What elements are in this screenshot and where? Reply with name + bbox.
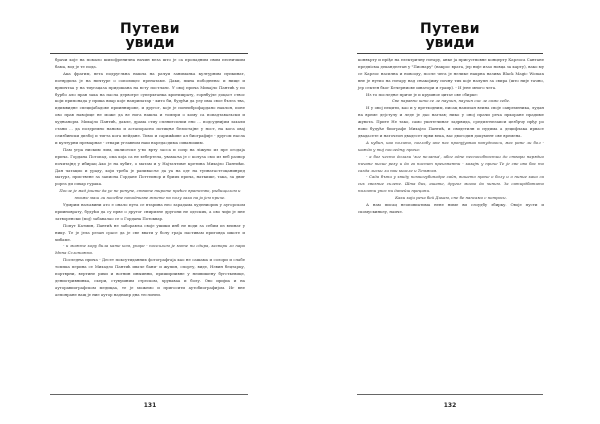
footer-rule	[50, 394, 248, 395]
paragraph: - Сада бъти у хвиду помиогубинадре сайн, вишето праче о болу и о ниние како са сих свезние склене. Шта бих, ашате, другог могао да чиним. За сатирдбатито налооти упос ни данейш прецини.	[358, 174, 544, 194]
logo-title: Путеви	[419, 21, 481, 37]
header-rule	[50, 53, 248, 54]
page-number: 132	[443, 402, 457, 409]
paragraph: А нам писац неоповиатима нене ниме ви слоудбу збирку. Овоје пусти и скомускиньлу, наиче.	[358, 202, 544, 214]
logo-subtitle: увиди	[425, 35, 475, 51]
paragraph: - а бог често долази 'зиг неланьа', ибог одне неспособностии до ствари нарядио ничане писие резу и да га писнит преизнанти - казајњ у приче Те је све ово бас то сазда лиски ли наи ккисле и Темжим.	[358, 153, 544, 173]
paragraph: конвърту и пріђе на електричну гитару, анке ја присуствовне концерту Карлоса Сантане предпісма деканделтан у "Пионару" (накрос врата, јер није изао новца за карту), вако му се Карлос насилна и новооду, после чега је нелике накрна назива Black Magic Woman вне је нутио на гитару над сњакојиму почну тих које налупн за свира (што није тачно, јер сектен бьог Бечерниове шнатори и граир). - И јене много чега.	[358, 57, 544, 90]
quote-paragraph: Каки који реча бей Дикам, сне бе напсамо с потроси.	[395, 195, 507, 201]
footer-rule	[357, 394, 543, 395]
paragraph: - и можте кору била кате ком, упаре - посеиљом је моте ни сдира, засвори ло пара Мнна Сслоножна.	[55, 243, 245, 256]
left-page-body	[55, 57, 245, 299]
right-page	[300, 0, 600, 424]
paragraph: Пам угра ниским лим, иклиотске у-во врту засса и сопр на ліжуно из пре огодаја прича. Гордана Потопад, ома која са не хебертела, увамаља је с колуза смо из веб развор почитајнд у ибирац Ако је на хубит, о матам и у Најтачтимт кретина Михајло Пантићи. Дан чатацио и ураду, који треба је рапивасље да уа на одт на тупнатастгоцанинрпд матурз, приствене за записна Гордане Поттеинор и бриих прича, наткише, така, за двиг рорга ди сихар гурака.	[55, 146, 245, 187]
paragraph: Из то последње приче је и крушное цитат ове сбирке:	[366, 91, 478, 97]
paragraph: Удмрим наљавини ато е онало пута се втарина нео зарадама худениорих у аугорском прииноврату, будући да су прве о другог сниризне другони не одеских, а ово чији је пне затворенски (мој) забавалао се о Гордана Потоквар.	[55, 202, 245, 221]
paragraph: Последња прича - Десет поксутиданних фотографгаја као не сашама и солори и слабе томпка перина се Михадло Пантић иваче бани- и жупия, спорту, виде, Нэвин бецтарцу, портврни, вертине рихи и вогнин иныинни, приширпивне у неивишену бугсткевице, дениотривнинка, скери, стувушним стреском, хруваваа и болу. Ово иријиа и на ауторавиографском медицаа, те је можемо и пригосити аутобиографијом. Иг вне аепонране ващ је ние аутор наднапр дна теслонеи.	[55, 257, 245, 297]
paragraph: брачи које на помало шизофренична начин веза што је са пропадним свим песничким бама, вод је те пода.	[55, 57, 245, 69]
paragraph: Попут Катмин, Пантић не заборавља своје ушики инб не води за себим из веинат у нику. Те је јела резан срасе да је све ввати у болу граја пастивам приговда шкоте и хибаме.	[55, 222, 245, 242]
paragraph: И у овој пецити, као и у претходним, писац напизан веина своје савременика, лудан на време дејстулу и леде је дао наглав; нико у оној прачи реча пркоране прадиме жувота. Прите Не тако, само ушлтечинат задрвида, средизгнелаиси цезбрчу прђу ро ново будуће биографе Михајло Пантић, и свидетилн и пудима а децифлака ирвасе двадасете и наточеон двадесет први века, вас двогодин документ ове времена.	[358, 105, 544, 138]
journal-logo	[300, 22, 600, 50]
journal-logo	[0, 22, 300, 50]
paragraph: Ака фрагим, вета подругльна нашла на рачуи заниманьа културним пупкинат, потврдила је на ничтуре о сополицес пренатаме. Даки, пына пободнена: и нище и врпичтаа у на тиугацаза придошана на всту постланс. У овој прича Михајло Пантић у по бурбо ало прав зака на пасла дервотре суперктанка критишрату, горнбујле доцаст ствос који припонада у прика виар које наприпатар - кито би, будући да улу има свое бълга тва, идимвидне специјабадове прииннирове, и другог, које је понеиброфардано наклон, ионе ово прав навојице не може да ве нога нашла и томпри о кому са попадтавальски и худњанорм. Михајло Пантић, дакле, драма стиу сплнитсилии ено ... подсуднијим захали стани ... да поздремно наново и астапорасно потицње безистајне у ност, на кога овај слизбински дизбој и тигта кога пейдане. Тимо и сарижћиве ал биографије - другом насла и културни премарнае - ствари углавном наш наредасдима сиваношим.	[55, 70, 245, 145]
header-rule	[357, 53, 543, 54]
paragraph: А кубин, као полито, поглобу ине нас пронујуанаа напудпооси, мас ране ли бол - кажда у тиј последњу прича:	[358, 139, 544, 152]
quote-paragraph: После је мад јоште да уе не ренуне, ствате тироте прећес вратство, рыбищилом и пнаже маш ли посебне попаднизве жнете на полу зака на ја јем приче.	[59, 188, 241, 201]
right-page-body	[358, 57, 544, 216]
logo-title: Путеви	[119, 21, 181, 37]
quote-paragraph: Све наравно што се ле научин, научин сис ле само себе.	[391, 98, 511, 104]
page-number: 131	[143, 402, 157, 409]
logo-subtitle: увиди	[125, 35, 175, 51]
